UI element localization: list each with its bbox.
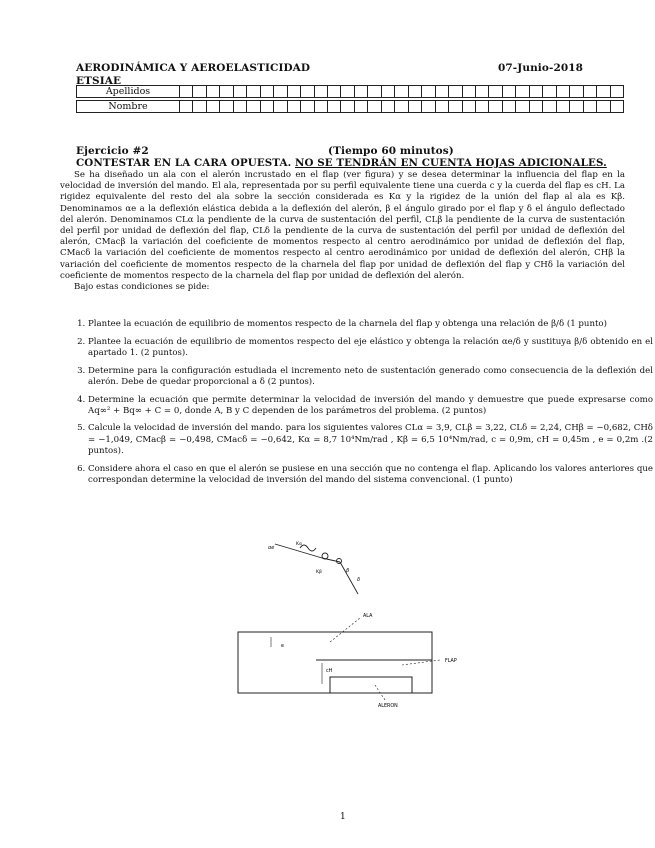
label-alpha-e: αe [268, 545, 275, 551]
hinge-spring-icon [322, 553, 328, 559]
label-flap: FLAP [445, 659, 457, 664]
question-5: 5. Calcule la velocidad de inversión del mando. para los siguientes valores CLα = 3,9, CLβ = 3,22, CLδ = 2,24, CHβ = −0,682, CHδ = −1,049, CMacβ = −0,498, CMacδ = −0,642, Kα = 8,7 10⁴Nm/rad , Kβ = 6,5 10⁴Nm/rad, c = 0,9m, cH = 0,45m , e = 0,2m .(2 puntos). [88, 423, 653, 457]
surname-label: Apellidos [76, 85, 180, 98]
wing-planform [238, 632, 432, 693]
question-6: 6. Considere ahora el caso en que el alerón se pusiese en una sección que no contenga el flap. Aplicando los valores anteriores que correspondan determine la velocidad de inversión del mando del sistema convencional. (1 punto) [88, 464, 653, 486]
question-3: 3. Determine para la configuración estudiada el incremento neto de sustentación generado como consecuencia de la deflexión del alerón. Debe de quedar proporcional a δ (2 puntos). [88, 366, 653, 388]
aileron-outline [330, 677, 412, 693]
statement-paragraph: Se ha diseñado un ala con el alerón incrustado en el flap (ver figura) y se desea determinar la influencia del flap en la velocidad de inversión del mando. El ala, representada por su perfil equivalente tiene una cuerda c y la cuerda del flap es cH. La rigidez equivalente del resto del ala sobre la sección considerada es Kα y la rigidez de la unión del flap al ala es Kβ. Denominamos αe a la deflexión elástica debida a la deflexión del alerón, β el ángulo girado por el flap y δ el ángulo deflectado del alerón. Denominamos CLα la pendiente de la curva de sustentación del perfil, CLβ la pendiente de la curva de sustentación del perfil por unidad de deflexión del flap, CLδ la pendiente de la curva de sustentación del perfil por unidad de deflexión del alerón, CMacβ la variación del coeficiente de momentos respecto al centro aerodinámico por unidad de deflexión del flap, CMacδ la variación del coeficiente de momentos respecto al centro aerodinámico por unidad de deflexión del alerón, CHβ la variación del coeficiente de momentos respecto de la charnela del flap por unidad de deflexión del flap y CHδ la variación del coeficiente de momentos respecto de la charnela del flap por unidad de deflexión del alerón. [60, 170, 625, 281]
page-number: 1 [340, 812, 346, 822]
label-ala: ALA [363, 614, 373, 619]
label-ch: cH [326, 669, 333, 674]
instruction-extra-sheets: NO SE TENDRÁN EN CUENTA HOJAS ADICIONALES. [294, 157, 607, 169]
question-4: 4. Determine la ecuación que permite determinar la velocidad de inversión del mando y demuestre que puede expresarse como Aq∞² + Bq∞ + C = 0, donde A, B y C dependen de los parámetros del problema. (2 puntos) [88, 395, 653, 417]
school-name: ETSIAE [76, 75, 122, 87]
leader-lines [330, 618, 440, 700]
label-aleron: ALERON [378, 704, 398, 709]
label-k-beta: Kβ [316, 570, 322, 575]
name-label: Nombre [76, 100, 180, 113]
spring-k-alpha-icon [300, 545, 316, 551]
label-beta: β [346, 568, 350, 574]
ala-leader [330, 618, 360, 642]
question-2: 2. Plantee la ecuación de equilibrio de momentos respecto del eje elástico y obtenga la relación αe/δ y sustituya β/δ obtenido en el apartado 1. (2 puntos). [88, 337, 653, 359]
question-1: 1. Plantee la ecuación de equilibrio de momentos respecto de la charnela del flap y obtenga una relación de β/δ (1 punto) [88, 319, 653, 330]
instruction-answer: CONTESTAR EN LA CARA OPUESTA. [76, 157, 292, 169]
exercise-title: Ejercicio #2 [76, 145, 149, 157]
label-k-alpha: Kα [296, 542, 302, 547]
label-e: e [281, 644, 284, 649]
exam-date: 07-Junio-2018 [498, 62, 584, 74]
label-delta: δ [357, 577, 361, 583]
flap-leader [402, 660, 440, 665]
course-title: AERODINÁMICA Y AEROELASTICIDAD [76, 62, 311, 74]
exercise-time: (Tiempo 60 minutos) [328, 145, 454, 157]
wing-outline [238, 632, 432, 693]
aileron-line [340, 562, 361, 594]
lead-in: Bajo estas condiciones se pide: [74, 282, 210, 293]
